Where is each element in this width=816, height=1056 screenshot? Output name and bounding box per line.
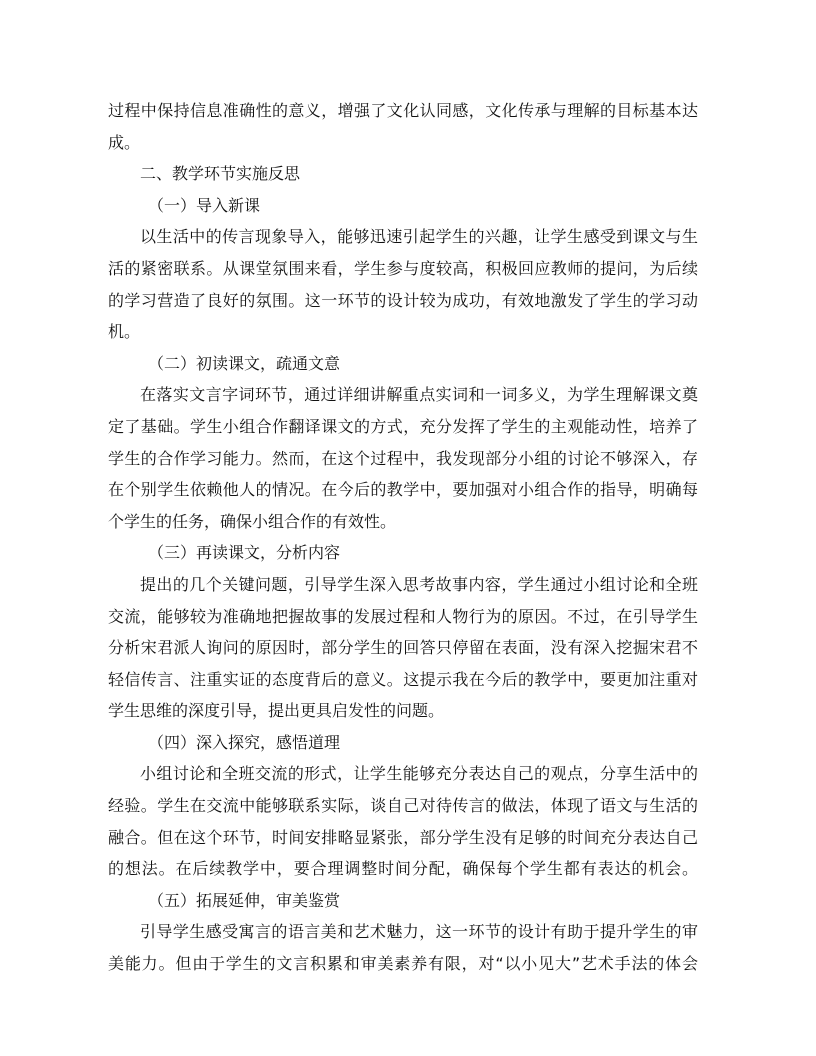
paragraph-line: 学生思维的深度引导，提出更具启发性的问题。: [108, 701, 445, 721]
section-heading: （四）深入探究，感悟道理: [148, 732, 341, 752]
paragraph-line: 融合。但在这个环节，时间安排略显紧张，部分学生没有足够的时间充分表达自己: [108, 827, 698, 847]
paragraph-line: 过程中保持信息准确性的意义，增强了文化认同感，文化传承与理解的目标基本达: [108, 101, 698, 120]
paragraph-line: 轻信传言、注重实证的态度背后的意义。这提示我在今后的教学中，要更加注重对: [108, 669, 698, 689]
paragraph-line: 学生的合作学习能力。然而，在这个过程中，我发现部分小组的讨论不够深入，存: [108, 448, 698, 468]
paragraph-line: 经验。学生在交流中能够联系实际，谈自己对待传言的做法，体现了语文与生活的: [108, 796, 698, 816]
paragraph-line: 个学生的任务，确保小组合作的有效性。: [108, 511, 397, 531]
paragraph-line: 的想法。在后续教学中，要合理调整时间分配，确保每个学生都有表达的机会。: [108, 859, 698, 879]
section-heading: （三）再读课文，分析内容: [148, 543, 341, 563]
paragraph-line: 分析宋君派人询问的原因时，部分学生的回答只停留在表面，没有深入挖掘宋君不: [108, 638, 698, 658]
document-body: [108, 95, 698, 980]
paragraph-line: 定了基础。学生小组合作翻译课文的方式，充分发挥了学生的主观能动性，培养了: [108, 416, 698, 436]
paragraph-line: 美能力。但由于学生的文言积累和审美素养有限，对“以小见大”艺术手法的体会: [108, 954, 698, 974]
section-heading: （二）初读课文，疏通文意: [148, 353, 341, 373]
section-heading: （一）导入新课: [148, 195, 261, 215]
section-heading: （五）拓展延伸，审美鉴赏: [148, 890, 341, 910]
paragraph-first-line: 二、教学环节实施反思: [140, 164, 301, 184]
paragraph-line: 的学习营造了良好的氛围。这一环节的设计较为成功，有效地激发了学生的学习动: [108, 290, 698, 310]
paragraph-first-line: 引导学生感受寓言的语言美和艺术魅力，这一环节的设计有助于提升学生的审: [140, 922, 698, 942]
paragraph-line: 成。: [108, 132, 141, 152]
paragraph-first-line: 提出的几个关键问题，引导学生深入思考故事内容，学生通过小组讨论和全班: [140, 574, 698, 594]
paragraph-line: 机。: [108, 322, 141, 342]
paragraph-line: 在个别学生依赖他人的情况。在今后的教学中，要加强对小组合作的指导，明确每: [108, 480, 698, 500]
paragraph-line: 活的紧密联系。从课堂氛围来看，学生参与度较高，积极回应教师的提问，为后续: [108, 258, 698, 278]
paragraph-line: 交流，能够较为准确地把握故事的发展过程和人物行为的原因。不过，在引导学生: [108, 606, 698, 626]
paragraph-first-line: 在落实文言字词环节，通过详细讲解重点实词和一词多义，为学生理解课文奠: [140, 385, 698, 405]
paragraph-first-line: 以生活中的传言现象导入，能够迅速引起学生的兴趣，让学生感受到课文与生: [140, 227, 698, 247]
paragraph-first-line: 小组讨论和全班交流的形式，让学生能够充分表达自己的观点，分享生活中的: [140, 764, 698, 784]
